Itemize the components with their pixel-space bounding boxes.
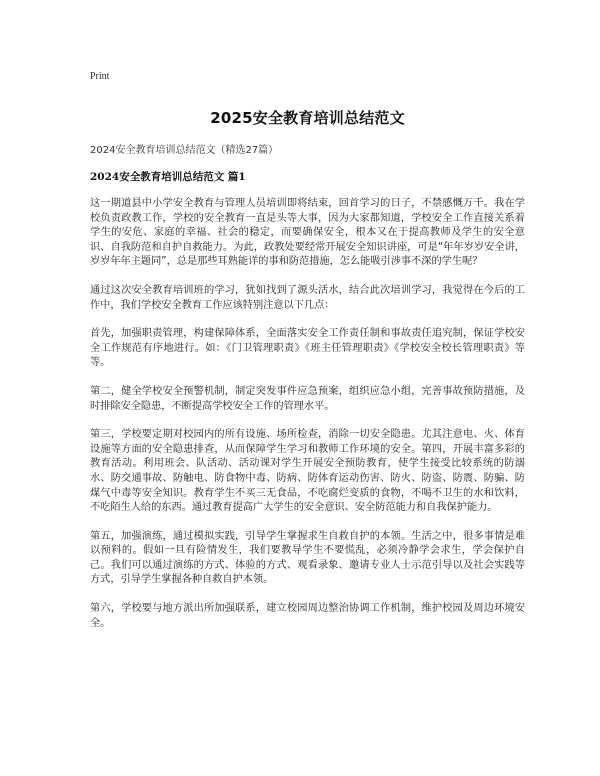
- paragraph-intro: 这一期道县中小学安全教育与管理人员培训即将结束，回首学习的日子，不禁感慨万千。我在学校负责政教工作，学校的安全教育一直是头等大事，因为大家都知道，学校安全工作直接关系着学生的安危、家庭的幸福、社会的稳定，而要确保安全，根本又在于提高教师及学生的安全意识、自我防范和自护自救能力。为此，政教处要经常开展安全知识讲座，可是“年年岁岁安全讲，岁岁年年主题同”，总是那些耳熟能详的事和防范措施，怎么能吸引涉事不深的学生呢？: [90, 198, 525, 268]
- paragraph-training-summary: 通过这次安全教育培训班的学习，犹如找到了源头活水，结合此次培训学习，我觉得在今后的工作中，我们学校安全教育工作应该特别注意以下几点：: [90, 284, 525, 311]
- section-heading: 2024安全教育培训总结范文 篇1: [90, 171, 246, 183]
- article-subtitle: 2024安全教育培训总结范文（精选27篇）: [90, 145, 279, 156]
- print-link[interactable]: Print: [90, 71, 110, 82]
- paragraph-point-second: 第二，健全学校安全预警机制，制定突发事件应急预案，组织应急小组，完善事故预防措施，及时排除安全隐患，不断提高学校安全工作的管理水平。: [90, 385, 525, 412]
- paragraph-point-first: 首先，加强职责管理，构建保障体系，全面落实安全工作责任制和事故责任追究制，保证学校安全工作规范有序地进行。如：《门卫管理职责》《班主任管理职责》《学校安全校长管理职责》等等。: [90, 328, 525, 369]
- paragraph-point-fifth: 第五，加强演练，通过模拟实践，引导学生掌握求生自救自护的本领。生活之中，很多事情是难以预料的。假如一旦有险情发生，我们要教导学生不要慌乱，必须冷静学会求生，学会保护自己。我们可以通过演练的方式、体验的方式、观看录象、邀请专业人士示范引导以及社会实践等方式，引导学生掌握各种自救自护本领。: [90, 530, 525, 586]
- page-title: 2025安全教育培训总结范文: [210, 109, 405, 127]
- paragraph-point-third: 第三，学校要定期对校园内的所有设施、场所检查，消除一切安全隐患。尤其注意电、火、体育设施等方面的安全隐患排查，从而保障学生学习和教师工作环境的安全。第四，开展丰富多彩的教育活动。利用班会、队活动、活动课对学生开展安全预防教育，使学生接受比较系统的防溺水、防交通事故、防触电、防食物中毒、防病、防体育运动伤害、防火、防盗、防震、防骗、防煤气中毒等安全知识。教育学生不买三无食品，不吃腐烂变质的食物，不喝不卫生的水和饮料，不吃陌生人给的东西。通过教育提高广大学生的安全意识、安全防范能力和自我保护能力。: [90, 429, 525, 514]
- document-page: [90, 70, 525, 631]
- paragraph-point-sixth: 第六，学校要与地方派出所加强联系，建立校园周边整治协调工作机制，维护校园及周边环境安全。: [90, 603, 525, 629]
